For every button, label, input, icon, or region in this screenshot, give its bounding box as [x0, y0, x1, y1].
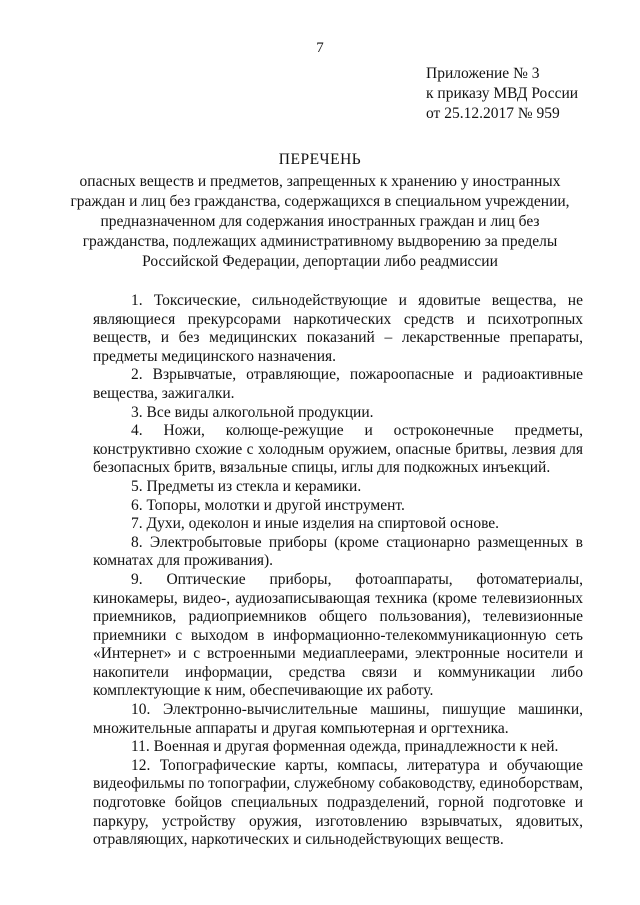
page-number: 7: [316, 40, 324, 56]
appendix-line-2: к приказу МВД России: [426, 85, 579, 102]
list-item: 3. Все виды алкогольной продукции.: [131, 403, 374, 421]
list-of-items: [93, 292, 583, 850]
list-item: 6. Топоры, молотки и другой инструмент.: [131, 496, 405, 514]
list-item: 4. Ножи, колюще-режущие и остроконечные предметы, конструктивно схожие с холодным оружием, опасные бритвы, лезвия для безопасных бритв, вязальные спицы, иглы для подкожных инъекций.: [93, 422, 583, 477]
list-item: 11. Военная и другая форменная одежда, принадлежности к ней.: [131, 738, 559, 756]
list-item: 9. Оптические приборы, фотоаппараты, фотоматериалы, кинокамеры, видео-, аудиозаписывающая техника (кроме телевизионных приемников, радиоприемников общего пользования), телевизионные приемники с выходом в информационно-телекоммуникационную сеть «Интернет» и с встроенными медиаплеерами, электронные носители и накопители информации, средства связи и коммуникации либо комплектующие к ним, обеспечивающие их работу.: [93, 570, 583, 700]
appendix-line-1: Приложение № 3: [426, 65, 540, 82]
list-item: 10. Электронно-вычислительные машины, пишущие машинки, множительные аппараты и другая компьютерная и оргтехника.: [93, 701, 583, 737]
appendix-line-3: от 25.12.2017 № 959: [426, 105, 560, 122]
list-item: 1. Токсические, сильнодействующие и ядовитые вещества, не являющиеся прекурсорами наркотических средств и психотропных веществ, и без медицинских показаний – лекарственные препараты, предметы медицинского назначения.: [93, 292, 583, 365]
list-item: 2. Взрывчатые, отравляющие, пожароопасные и радиоактивные вещества, зажигалки.: [93, 366, 583, 402]
document-title: [60, 150, 580, 272]
title-line-1: опасных веществ и предметов, запрещенных к хранению у иностранных: [79, 173, 561, 190]
title-line-3: предназначенном для содержания иностранных граждан и лиц без: [100, 213, 540, 230]
list-item: 5. Предметы из стекла и керамики.: [131, 477, 362, 495]
list-item: 8. Электробытовые приборы (кроме стационарно размещенных в комнатах для проживания).: [93, 533, 583, 570]
title-heading: ПЕРЕЧЕНЬ: [278, 151, 362, 168]
title-line-4: гражданства, подлежащих административному выдворению за пределы: [82, 233, 558, 250]
list-item: 7. Духи, одеколон и иные изделия на спиртовой основе.: [131, 515, 500, 533]
appendix-reference: [426, 64, 578, 124]
title-line-5: Российской Федерации, депортации либо реадмиссии: [142, 253, 498, 270]
title-line-2: граждан и лиц без гражданства, содержащихся в специальном учреждении,: [70, 193, 570, 210]
list-item: 12. Топографические карты, компасы, литература и обучающие видеофильмы по топографии, служебному собаководству, единоборствам, подготовке бойцов специальных подразделений, горной подготовке и паркуру, устройству оружия, изготовлению взрывчатых, ядовитых, отравляющих, наркотических и сильнодействующих веществ.: [93, 756, 583, 849]
